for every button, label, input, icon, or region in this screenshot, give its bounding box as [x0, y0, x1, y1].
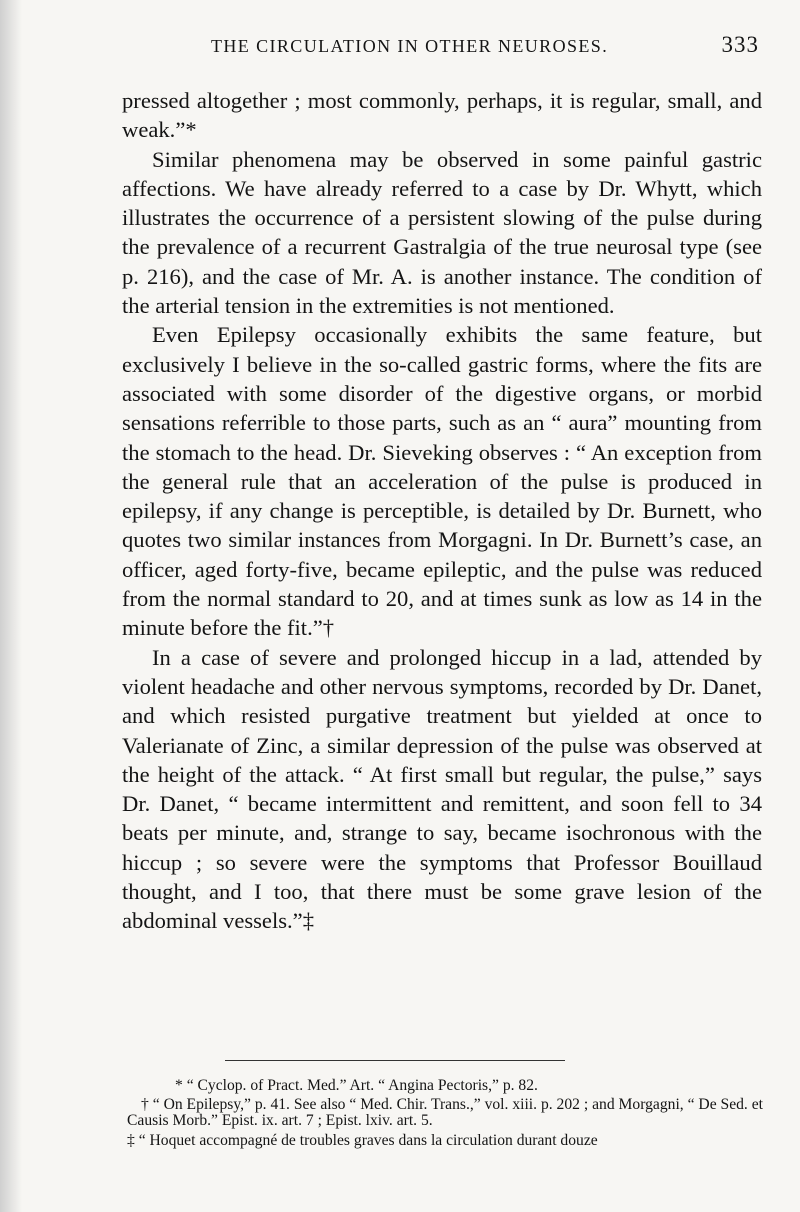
binding-shadow: [0, 0, 22, 1212]
paragraph-continued: pressed altogether ; most commonly, perhaps, it is regular, small, and weak.”*: [122, 88, 762, 143]
footnote-rule: [225, 1060, 565, 1061]
footnotes: [127, 1078, 763, 1151]
body-text: [122, 86, 762, 936]
paragraph-epilepsy: Even Epilepsy occasionally exhibits the same feature, but exclusively I believe in the so-called gastric forms, where the fits are associated with some disorder of the digestive organs, or morbid sensations referrible to those parts, such as an “ aura” mounting from the stomach to the head. Dr. Sieveking observes : “ An exception from the general rule that an acceleration of the pulse is produced in epilepsy, if any change is perceptible, is detailed by Dr. Burnett, who quotes two similar instances from Morgagni. In Dr. Burnett’s case, an officer, aged forty-five, became epileptic, and the pulse was reduced from the normal standard to 20, and at times sunk as low as 14 in the minute before the fit.”†: [122, 322, 762, 641]
footnote-double-dagger: ‡ “ Hoquet accompagné de troubles graves dans la circulation durant douze: [127, 1131, 598, 1149]
paragraph-gastric-affections: Similar phenomena may be observed in some painful gastric affections. We have already referred to a case by Dr. Whytt, which illustrates the occurrence of a persistent slowing of the pulse during the prevalence of a recurrent Gastralgia of the true neurosal type (see p. 216), and the case of Mr. A. is another instance. The condition of the arterial tension in the extremities is not mentioned.: [122, 146, 762, 319]
paragraph-hiccup: In a case of severe and prolonged hiccup in a lad, attended by violent headache and other nervous symptoms, recorded by Dr. Danet, and which resisted purgative treatment but yielded at once to Valerianate of Zinc, a similar depression of the pulse was observed at the height of the attack. “ At first small but regular, the pulse,” says Dr. Danet, “ became intermittent and remittent, and soon fell to 34 beats per minute, and, strange to say, became isochronous with the hiccup ; so severe were the symptoms that Professor Bouillaud thought, and I too, that there must be some grave lesion of the abdominal vessels.”‡: [122, 644, 762, 934]
footnote-dagger: † “ On Epilepsy,” p. 41. See also “ Med. Chir. Trans.,” vol. xiii. p. 202 ; and Morgagni, “ De Sed. et Causis Morb.” Epist. ix. art. 7 ; Epist. lxiv. art. 5.: [127, 1095, 763, 1129]
footnote-asterisk: * “ Cyclop. of Pract. Med.” Art. “ Angina Pectoris,” p. 82.: [175, 1077, 538, 1094]
running-title: THE CIRCULATION IN OTHER NEUROSES.: [211, 36, 609, 56]
page-number: 333: [721, 32, 759, 57]
running-head: [205, 34, 765, 62]
